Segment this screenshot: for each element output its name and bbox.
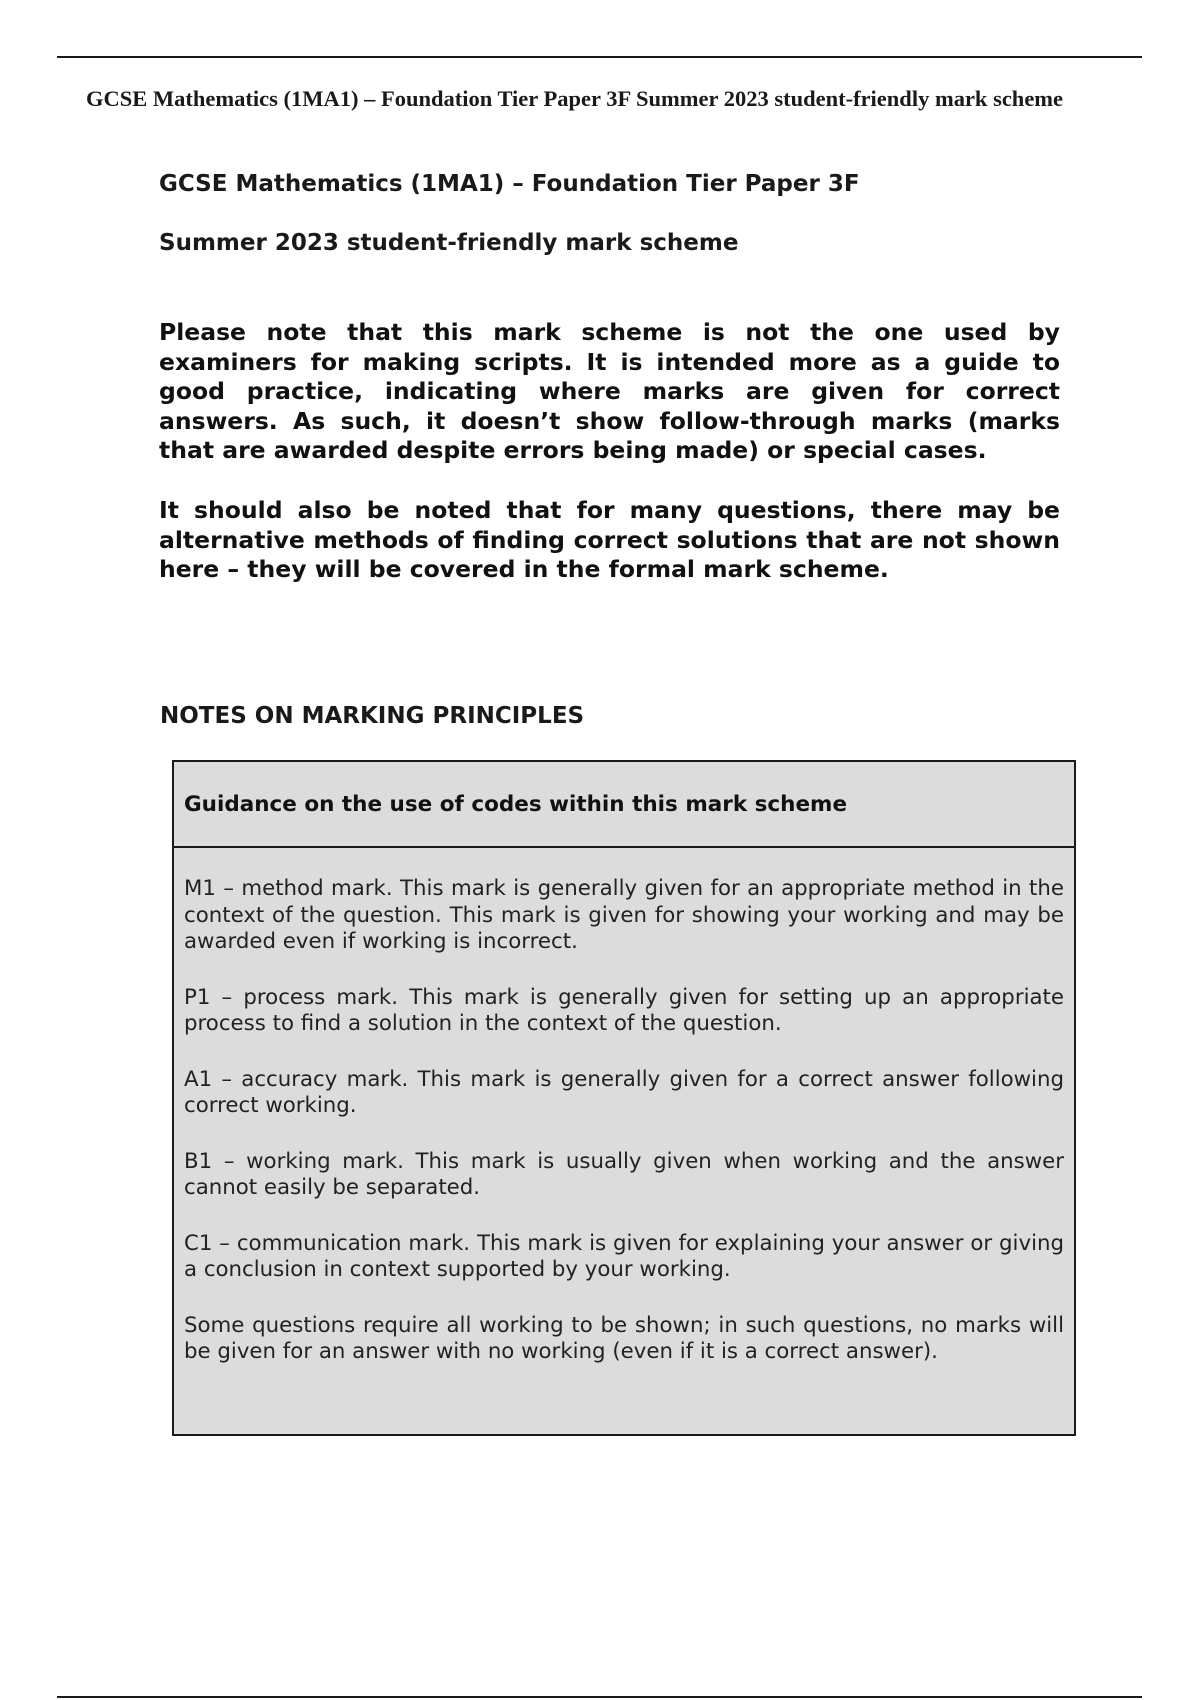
working-required-note: Some questions require all working to be shown; in such questions, no marks will be given for an answer with no working (even if it is a correct answer). — [184, 1312, 1064, 1364]
marking-principles-heading: NOTES ON MARKING PRINCIPLES — [160, 703, 585, 729]
communication-mark-definition: C1 – communication mark. This mark is given for explaining your answer or giving a conclusion in context supported by your working. — [184, 1230, 1064, 1282]
top-rule — [57, 56, 1142, 58]
page-title: GCSE Mathematics (1MA1) – Foundation Tier Paper 3F — [159, 171, 860, 197]
bottom-rule — [57, 1696, 1142, 1698]
accuracy-mark-definition: A1 – accuracy mark. This mark is generally given for a correct answer following correct working. — [184, 1066, 1064, 1118]
method-mark-definition: M1 – method mark. This mark is generally given for an appropriate method in the context of the question. This mark is given for showing your working and may be awarded even if working is incorrect. — [184, 876, 1064, 954]
intro-note-paragraph: Please note that this mark scheme is not the one used by examiners for making scripts. It is intended more as a guide to good practice, indicating where marks are given for correct answers. As such, it doesn’t show follow-through marks (marks that are awarded despite errors being made) or special cases. — [159, 318, 1060, 465]
alternative-methods-paragraph: It should also be noted that for many questions, there may be alternative methods of finding correct solutions that are not shown here – they will be covered in the formal mark scheme. — [159, 496, 1060, 584]
guidance-box-title: Guidance on the use of codes within this mark scheme — [174, 762, 1074, 848]
page-subtitle: Summer 2023 student-friendly mark scheme — [159, 230, 739, 256]
process-mark-definition: P1 – process mark. This mark is generally given for setting up an appropriate process to find a solution in the context of the question. — [184, 984, 1064, 1036]
running-header: GCSE Mathematics (1MA1) – Foundation Tier Paper 3F Summer 2023 student-friendly mark scheme — [86, 86, 1064, 111]
guidance-box-body — [174, 848, 1074, 1366]
working-mark-definition: B1 – working mark. This mark is usually given when working and the answer cannot easily be separated. — [184, 1148, 1064, 1200]
guidance-box — [172, 760, 1076, 1436]
